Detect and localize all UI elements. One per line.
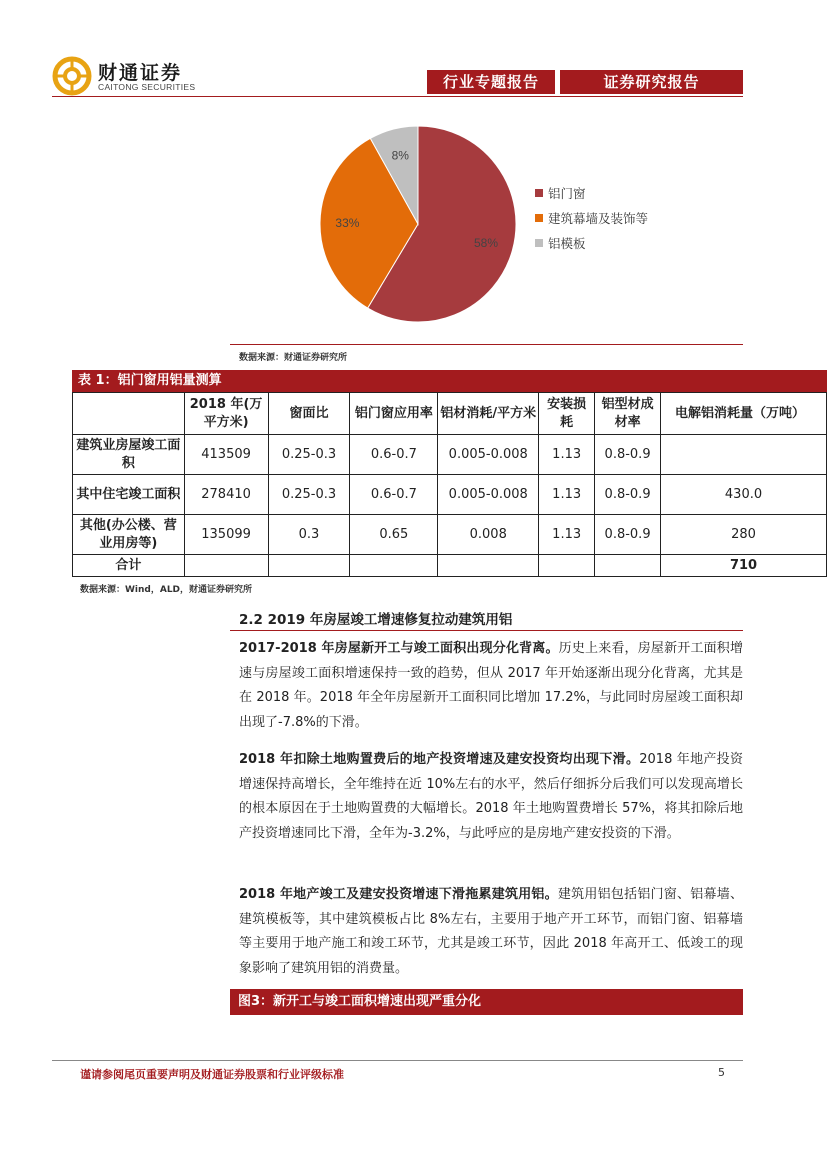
table-cell: 0.25-0.3: [268, 475, 350, 515]
page-number: 5: [718, 1066, 725, 1079]
pie-chart: [300, 118, 540, 333]
paragraph-lead: 2017-2018 年房屋新开工与竣工面积出现分化背离。: [239, 641, 559, 656]
header-cell: 电解铝消耗量（万吨）: [661, 393, 827, 435]
table-total-row: [73, 555, 827, 577]
legend-swatch: [535, 189, 543, 197]
paragraph-3: [239, 883, 743, 981]
table-cell: 0.008: [438, 515, 539, 555]
legend-item: [535, 205, 675, 230]
pie-data-label: 58%: [473, 235, 499, 250]
header-cell: 铝材消耗/平方米: [438, 393, 539, 435]
header-cell: 窗面比: [268, 393, 350, 435]
section-divider: [230, 630, 743, 631]
table-cell: 0.8-0.9: [595, 475, 661, 515]
paragraph-text: 2018 年地产投资增速保持高增长，全年维持在近 10%左右的水平，然后仔细拆分后我们可以发现高增长的根本原因在于土地购置费的大幅增长。2018 年土地购置费增长 57%，将其扣除后地产投资增速同比下滑，全年为-3.2%，与此呼应的是房地产建安投资的下滑。: [239, 752, 743, 841]
legend-label: 铝门窗: [548, 185, 586, 201]
table-cell: [184, 555, 268, 577]
table-cell: 0.8-0.9: [595, 435, 661, 475]
table-source: 数据来源：Wind，ALD，财通证券研究所: [80, 585, 253, 595]
pie-data-label: 8%: [391, 148, 409, 163]
table-cell: 0.25-0.3: [268, 435, 350, 475]
legend-item: [535, 230, 675, 255]
table-title: 表 1：铝门窗用铝量测算: [72, 370, 827, 392]
table-cell: 0.8-0.9: [595, 515, 661, 555]
table-cell: [595, 555, 661, 577]
table-cell: 0.005-0.008: [438, 435, 539, 475]
header-cell: 铝型材成材率: [595, 393, 661, 435]
legend-swatch: [535, 214, 543, 222]
table-cell: [268, 555, 350, 577]
table-cell: [539, 555, 595, 577]
aluminum-usage-table: [72, 392, 827, 577]
table-cell: 135099: [184, 515, 268, 555]
table-cell: 0.6-0.7: [350, 475, 438, 515]
legend-item: [535, 180, 675, 205]
report-category-tag: 证券研究报告: [560, 70, 743, 94]
table-header-row: [73, 393, 827, 435]
logo-emblem-icon: [52, 56, 92, 96]
chart-legend: [535, 180, 675, 255]
row-label: 其他(办公楼、营业用房等): [73, 515, 185, 555]
logo-chinese-name: 财通证券: [98, 62, 183, 84]
table-cell: 278410: [184, 475, 268, 515]
legend-label: 铝模板: [548, 235, 586, 251]
figure-3-title: 图3：新开工与竣工面积增速出现严重分化: [230, 989, 743, 1015]
paragraph-1: [239, 637, 743, 735]
row-label: 合计: [73, 555, 185, 577]
table-cell: 710: [661, 555, 827, 577]
paragraph-lead: 2018 年地产竣工及建安投资增速下滑拖累建筑用铝。: [239, 887, 558, 902]
table-cell: 0.65: [350, 515, 438, 555]
paragraph-text: 建筑用铝包括铝门窗、铝幕墙、建筑模板等，其中建筑模板占比 8%左右，主要用于地产开工环节，而铝门窗、铝幕墙等主要用于地产施工和竣工环节，尤其是竣工环节，因此 2018 年高开工、低竣工的现象影响了建筑用铝的消费量。: [239, 887, 743, 976]
table-cell: [661, 435, 827, 475]
paragraph-text: 历史上来看，房屋新开工面积增速与房屋竣工面积增速保持一致的趋势，但从 2017 年开始逐渐出现分化背离，尤其是在 2018 年。2018 年全年房屋新开工面积同比增加 17.2%，与此同时房屋竣工面积却出现了-7.8%的下滑。: [239, 641, 743, 730]
footer-disclaimer: 谨请参阅尾页重要声明及财通证券股票和行业评级标准: [80, 1068, 344, 1081]
table-cell: [438, 555, 539, 577]
table-row: [73, 435, 827, 475]
row-label: 建筑业房屋竣工面积: [73, 435, 185, 475]
header-cell: 铝门窗应用率: [350, 393, 438, 435]
table-cell: 430.0: [661, 475, 827, 515]
row-label: 其中住宅竣工面积: [73, 475, 185, 515]
table-row: [73, 515, 827, 555]
table-row: [73, 475, 827, 515]
header-divider: [52, 96, 743, 97]
table-cell: 1.13: [539, 515, 595, 555]
table-cell: 0.6-0.7: [350, 435, 438, 475]
header-cell: [73, 393, 185, 435]
table-cell: 1.13: [539, 475, 595, 515]
pie-data-label: 33%: [335, 215, 360, 230]
header-cell: 2018 年(万平方米): [184, 393, 268, 435]
figure-divider: [230, 344, 743, 345]
table-cell: 280: [661, 515, 827, 555]
legend-label: 建筑幕墙及装饰等: [548, 210, 649, 226]
section-heading: 2.2 2019 年房屋竣工增速修复拉动建筑用铝: [239, 612, 513, 628]
paragraph-2: [239, 748, 743, 846]
footer-divider: [52, 1060, 743, 1061]
table-cell: 0.005-0.008: [438, 475, 539, 515]
report-type-tag: 行业专题报告: [427, 70, 555, 94]
paragraph-lead: 2018 年扣除土地购置费后的地产投资增速及建安投资均出现下滑。: [239, 752, 640, 767]
logo-english-name: CAITONG SECURITIES: [98, 82, 196, 92]
header-cell: 安装损耗: [539, 393, 595, 435]
table-cell: 413509: [184, 435, 268, 475]
company-logo: [52, 50, 252, 100]
figure-source: 数据来源：财通证券研究所: [239, 353, 348, 363]
table-cell: 1.13: [539, 435, 595, 475]
table-cell: [350, 555, 438, 577]
table-cell: 0.3: [268, 515, 350, 555]
legend-swatch: [535, 239, 543, 247]
